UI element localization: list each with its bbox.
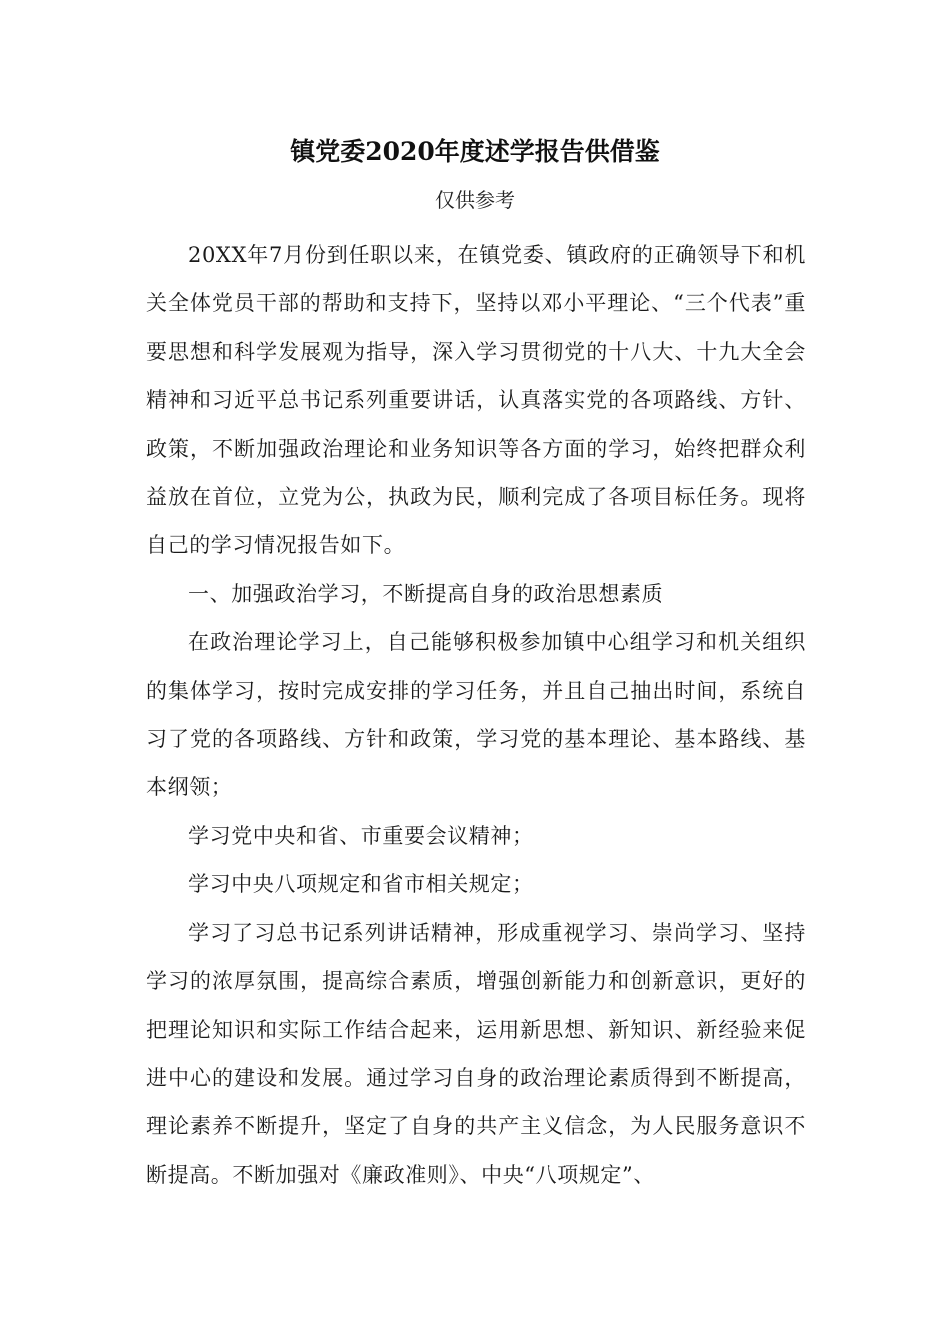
paragraph-intro: 20XX年7月份到任职以来，在镇党委、镇政府的正确领导下和机关全体党员干部的帮助和支持下，坚持以邓小平理论、“三个代表”重要思想和科学发展观为指导，深入学习贯彻党的十八大、十九大全会精神和习近平总书记系列重要讲话，认真落实党的各项路线、方针、政策，不断加强政治理论和业务知识等各方面的学习，始终把群众利益放在首位，立党为公，执政为民，顺利完成了各项目标任务。现将自己的学习情况报告如下。 xyxy=(146,243,806,558)
document-body xyxy=(146,231,806,1199)
document-title: 镇党委2020年度述学报告供借鉴 xyxy=(290,137,660,166)
section-heading: 一、加强政治学习，不断提高自身的政治思想素质 xyxy=(188,581,664,606)
paragraph: 学习中央八项规定和省市相关规定； xyxy=(188,872,534,897)
paragraph: 在政治理论学习上，自己能够积极参加镇中心组学习和机关组织的集体学习，按时完成安排的学习任务，并且自己抽出时间，系统自习了党的各项路线、方针和政策，学习党的基本理论、基本路线、基本纲领； xyxy=(146,630,806,800)
paragraph: 学习了习总书记系列讲话精神，形成重视学习、崇尚学习、坚持学习的浓厚氛围，提高综合素质，增强创新能力和创新意识，更好的把理论知识和实际工作结合起来，运用新思想、新知识、新经验来促进中心的建设和发展。通过学习自身的政治理论素质得到不断提高，理论素养不断提升，坚定了自身的共产主义信念，为人民服务意识不断提高。不断加强对《廉政准则》、中央“八项规定”、 xyxy=(146,920,806,1187)
document-subtitle: 仅供参考 xyxy=(435,188,515,212)
paragraph: 学习党中央和省、市重要会议精神； xyxy=(188,823,534,848)
